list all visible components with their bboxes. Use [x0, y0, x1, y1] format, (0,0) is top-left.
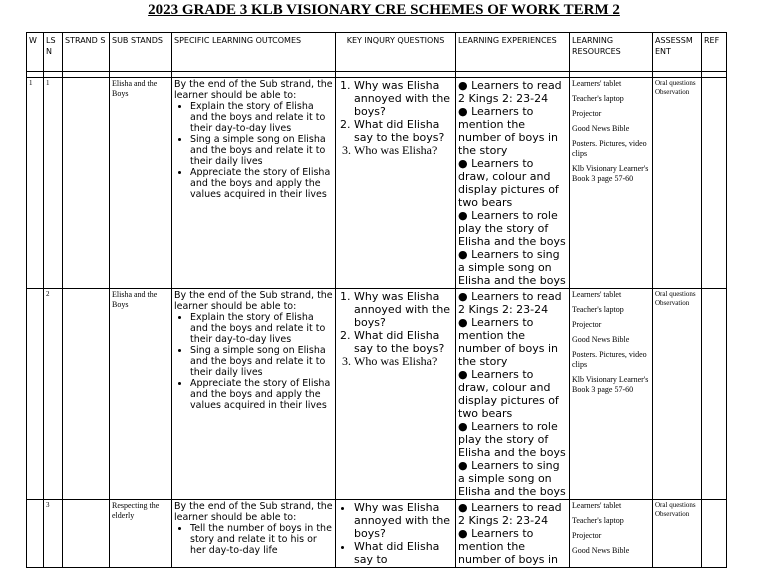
table-row	[27, 500, 727, 568]
resource-item: Learners' tablet	[572, 290, 622, 299]
strand-cell	[63, 78, 110, 289]
experiences-cell	[456, 78, 570, 289]
resources-cell	[570, 78, 653, 289]
outcomes-list	[174, 312, 333, 411]
resource-item: Klb Visionary Learner's Book 3 page 57-60	[572, 164, 649, 183]
ref-cell	[702, 289, 727, 500]
experience-item: ● Learners to mention the number of boys in the story	[458, 105, 559, 157]
table-row	[27, 78, 727, 289]
outcomes-cell	[172, 78, 336, 289]
col-sub-strands: SUB STANDS	[110, 33, 172, 72]
resource-item: Teacher's laptop	[572, 94, 624, 103]
sub-strand-cell: Elisha and the Boys	[110, 289, 172, 500]
col-experiences: LEARNING EXPERIENCES	[456, 33, 570, 72]
col-outcomes: SPECIFIC LEARNING OUTCOMES	[172, 33, 336, 72]
page-title: 2023 GRADE 3 KLB VISIONARY CRE SCHEMES OF WORK TERM 2	[148, 2, 620, 18]
col-resources: LEARNING RESOURCES	[570, 33, 653, 72]
experience-item: ● Learners to mention the number of boys in the story	[458, 316, 559, 368]
experience-item: ● Learners to read 2 Kings 2: 23-24	[458, 79, 562, 105]
key-question-item: 1. Why was Elisha annoyed with the boys?	[354, 79, 453, 118]
outcome-item: • Appreciate the story of Elisha and the boys and apply the values acquired in their lives	[190, 378, 333, 411]
strand-cell	[63, 289, 110, 500]
outcomes-intro: By the end of the Sub strand, the learner should be able to:	[174, 79, 333, 101]
resources-cell	[570, 500, 653, 568]
outcomes-list	[174, 523, 333, 556]
outcome-item: • Explain the story of Elisha and the boys and relate it to their day-to-day lives	[190, 101, 333, 134]
resource-item: Good News Bible	[572, 335, 630, 344]
key-question-item: 3. Who was Elisha?	[354, 355, 453, 368]
outcome-item: • Explain the story of Elisha and the boys and relate it to their day-to-day lives	[190, 312, 333, 345]
resource-item: Teacher's laptop	[572, 516, 624, 525]
col-key-questions: KEY INQURY QUESTIONS	[336, 33, 456, 72]
week-cell: 1	[27, 78, 44, 289]
resource-item: Good News Bible	[572, 546, 630, 555]
experience-item: ● Learners to sing a simple song on Elisha and the boys	[458, 459, 566, 498]
header-row	[27, 33, 727, 72]
outcomes-intro: By the end of the Sub strand, the learner should be able to:	[174, 501, 333, 523]
experience-item: ● Learners to mention the number of boys in	[458, 527, 559, 566]
key-question-item: • What did Elisha say to	[354, 540, 453, 566]
key-question-item: • Why was Elisha annoyed with the boys?	[354, 501, 453, 540]
outcomes-cell	[172, 289, 336, 500]
key-questions-list	[338, 501, 453, 566]
outcome-item: • Tell the number of boys in the story and relate it to his or her day-to-day life	[190, 523, 333, 556]
experience-item: ● Learners to draw, colour and display pictures of two bears	[458, 157, 559, 209]
experience-item: ● Learners to sing a simple song on Elisha and the boys	[458, 248, 566, 287]
key-question-item: 1. Why was Elisha annoyed with the boys?	[354, 290, 453, 329]
resource-item: Good News Bible	[572, 124, 630, 133]
strand-cell	[63, 500, 110, 568]
key-question-item: 2. What did Elisha say to the boys?	[354, 329, 453, 355]
ref-cell	[702, 78, 727, 289]
experiences-cell	[456, 500, 570, 568]
lesson-cell: 3	[44, 500, 63, 568]
ref-cell	[702, 500, 727, 568]
experiences-cell	[456, 289, 570, 500]
resource-item: Posters. Pictures, video clips	[572, 139, 647, 158]
col-ref: REF	[702, 33, 727, 72]
outcome-item: • Appreciate the story of Elisha and the boys and apply the values acquired in their lives	[190, 167, 333, 200]
lesson-cell: 2	[44, 289, 63, 500]
lesson-cell: 1	[44, 78, 63, 289]
resource-item: Klb Visionary Learner's Book 3 page 57-60	[572, 375, 649, 394]
key-question-item: 2. What did Elisha say to the boys?	[354, 118, 453, 144]
key-questions-cell	[336, 289, 456, 500]
resource-item: Projector	[572, 320, 602, 329]
sub-strand-cell: Elisha and the Boys	[110, 78, 172, 289]
outcome-item: • Sing a simple song on Elisha and the boys and relate it to their daily lives	[190, 345, 333, 378]
assessment-cell: Oral questions Observation	[653, 500, 702, 568]
experience-item: ● Learners to read 2 Kings 2: 23-24	[458, 501, 562, 527]
week-cell	[27, 500, 44, 568]
key-questions-list	[338, 79, 453, 157]
resource-item: Projector	[572, 109, 602, 118]
assessment-cell: Oral questions Observation	[653, 289, 702, 500]
assessment-cell: Oral questions Observation	[653, 78, 702, 289]
col-lesson: LS N	[44, 33, 63, 72]
resource-item: Projector	[572, 531, 602, 540]
outcome-item: • Sing a simple song on Elisha and the boys and relate it to their daily lives	[190, 134, 333, 167]
experience-item: ● Learners to read 2 Kings 2: 23-24	[458, 290, 562, 316]
col-strands: STRAND S	[63, 33, 110, 72]
resource-item: Learners' tablet	[572, 501, 622, 510]
outcomes-intro: By the end of the Sub strand, the learner should be able to:	[174, 290, 333, 312]
resource-item: Posters. Pictures, video clips	[572, 350, 647, 369]
col-assessment: ASSESSM ENT	[653, 33, 702, 72]
experience-item: ● Learners to draw, colour and display pictures of two bears	[458, 368, 559, 420]
key-questions-cell	[336, 78, 456, 289]
outcomes-cell	[172, 500, 336, 568]
schemes-of-work-table	[26, 32, 727, 568]
key-questions-cell	[336, 500, 456, 568]
col-week: W	[27, 33, 44, 72]
sub-strand-cell: Respecting the elderly	[110, 500, 172, 568]
key-question-item: 3. Who was Elisha?	[354, 144, 453, 157]
week-cell	[27, 289, 44, 500]
experience-item: ● Learners to role play the story of Elisha and the boys	[458, 420, 566, 459]
resources-cell	[570, 289, 653, 500]
outcomes-list	[174, 101, 333, 200]
table-row	[27, 289, 727, 500]
resource-item: Learners' tablet	[572, 79, 622, 88]
resource-item: Teacher's laptop	[572, 305, 624, 314]
key-questions-list	[338, 290, 453, 368]
experience-item: ● Learners to role play the story of Elisha and the boys	[458, 209, 566, 248]
